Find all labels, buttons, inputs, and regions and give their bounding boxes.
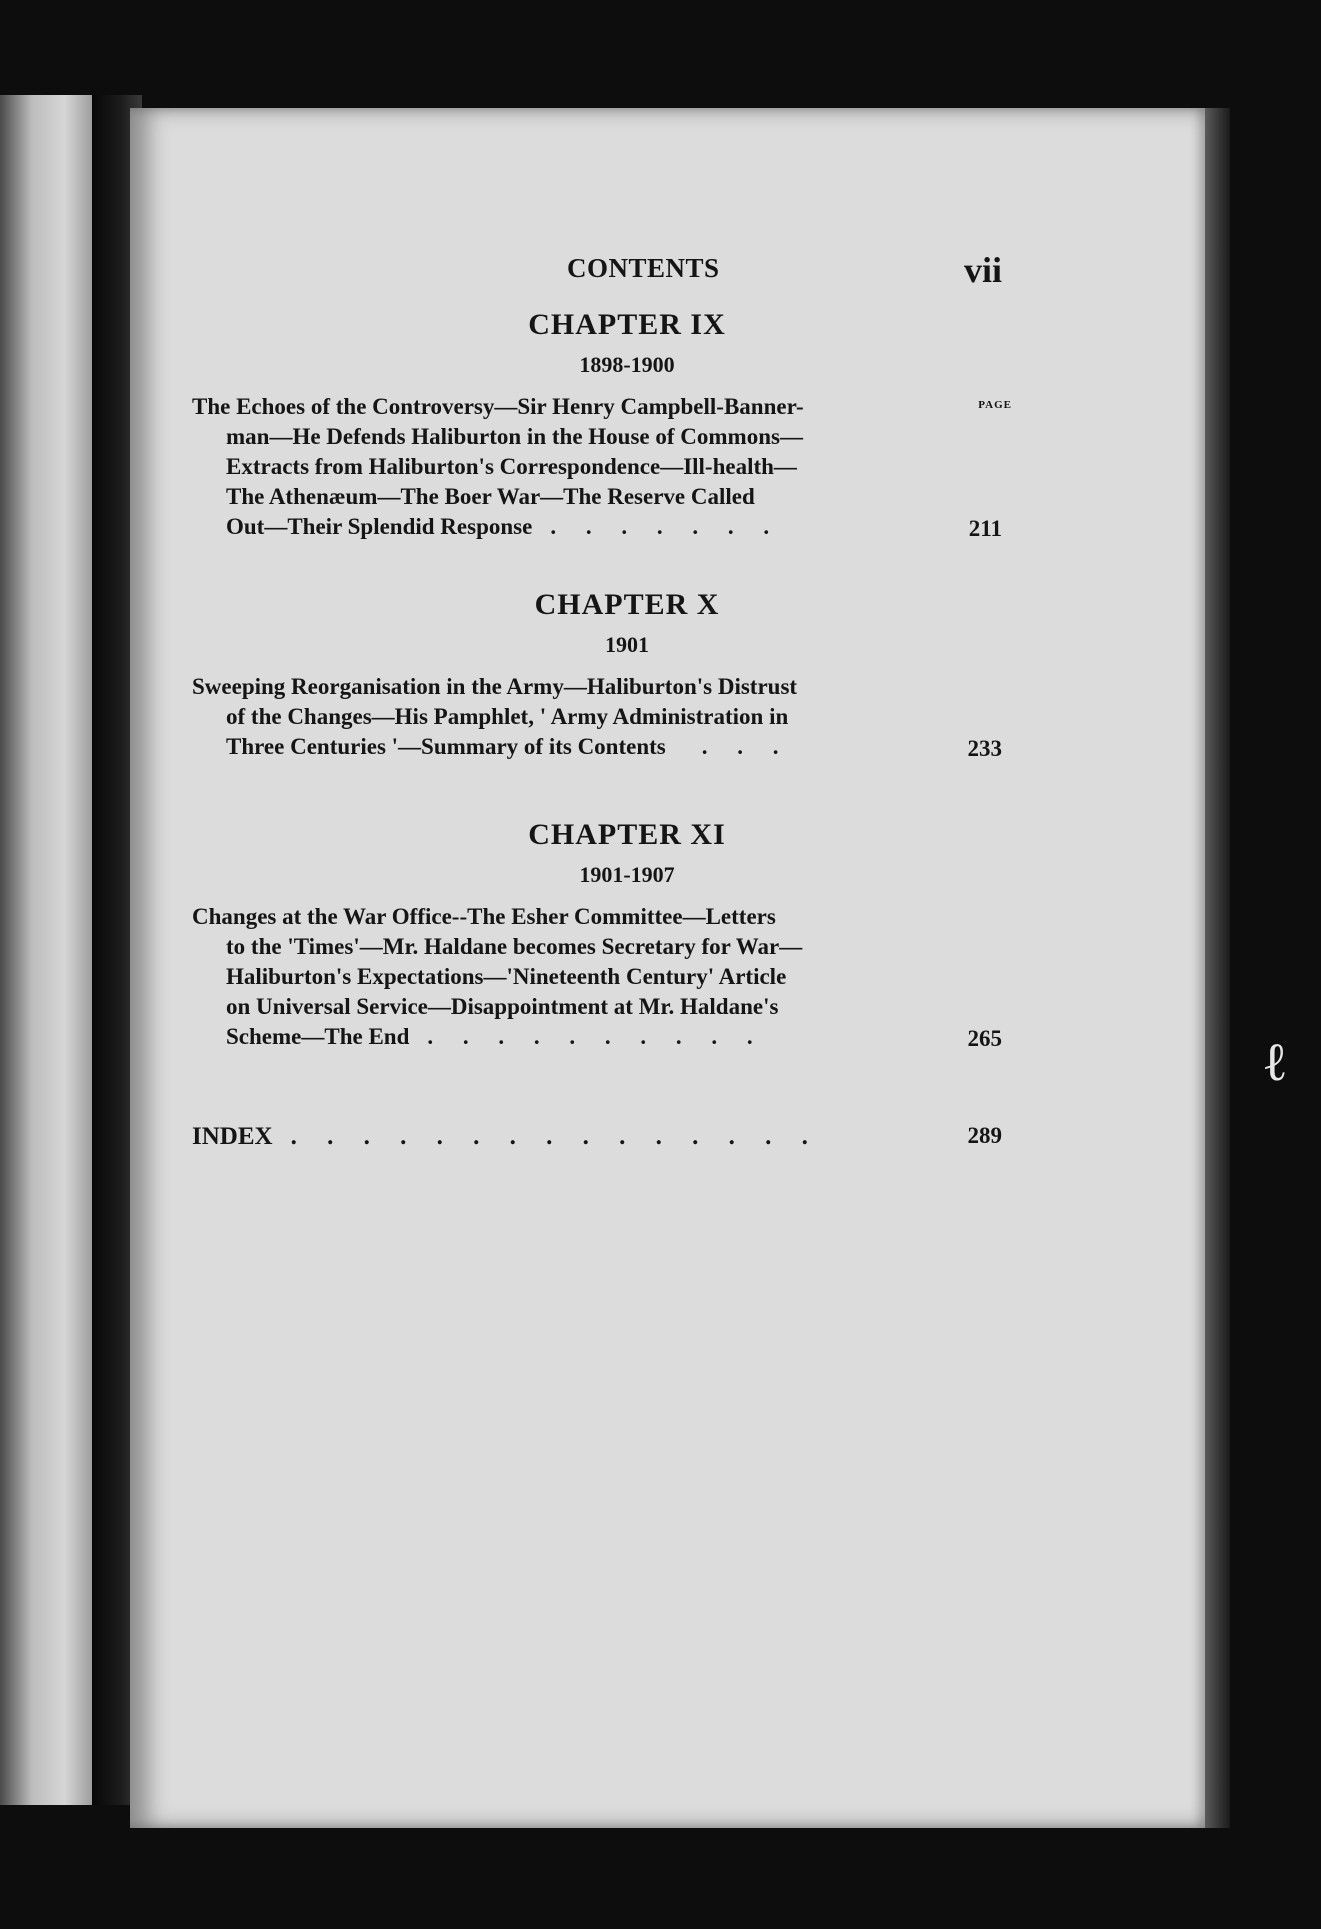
dot-leader: . . . bbox=[701, 734, 791, 759]
dot-leader: . . . . . . . . . . . . . . . bbox=[290, 1123, 820, 1150]
chapter-page-number: 233 bbox=[967, 736, 1002, 761]
chapter-years: 1901-1907 bbox=[579, 862, 675, 887]
chapter-years: 1901 bbox=[605, 632, 649, 657]
chapter-summary bbox=[192, 392, 1022, 542]
summary-line: on Universal Service—Disappointment at Mr. Haldane's bbox=[226, 994, 779, 1019]
chapter-title: CHAPTER IX bbox=[528, 308, 726, 341]
page-edge-shadow bbox=[1205, 108, 1230, 1828]
chapter-years: 1898-1900 bbox=[579, 352, 675, 377]
summary-line: of the Changes—His Pamphlet, ' Army Administration in bbox=[226, 704, 789, 729]
dot-leader: . . . . . . . . . . bbox=[427, 1024, 765, 1049]
index-entry bbox=[192, 1123, 1022, 1151]
index-page-number: 289 bbox=[967, 1123, 1002, 1148]
chapter-page-number: 265 bbox=[967, 1026, 1002, 1051]
chapter-summary bbox=[192, 902, 1022, 1052]
summary-line-text: Three Centuries '—Summary of its Contents bbox=[226, 734, 666, 759]
page-number: vii bbox=[963, 250, 1002, 290]
summary-line bbox=[192, 512, 1022, 542]
summary-line-text: Out—Their Splendid Response bbox=[226, 514, 533, 539]
chapter-page-number: 211 bbox=[968, 516, 1002, 541]
page-column-label: PAGE bbox=[978, 399, 1012, 411]
chapter-entry bbox=[192, 308, 1022, 542]
summary-line: Changes at the War Office--The Esher Committee—Letters bbox=[192, 904, 776, 929]
margin-pencil-mark: ℓ bbox=[1262, 1030, 1288, 1093]
chapter-entry bbox=[192, 588, 1022, 762]
running-header bbox=[192, 243, 1022, 293]
summary-line: Sweeping Reorganisation in the Army—Haliburton's Distrust bbox=[192, 674, 798, 699]
summary-line: The Echoes of the Controversy—Sir Henry Campbell-Banner- bbox=[192, 394, 804, 419]
summary-line: The Athenæum—The Boer War—The Reserve Called bbox=[226, 484, 755, 509]
summary-line: man—He Defends Haliburton in the House of Commons— bbox=[226, 424, 803, 449]
summary-line: to the 'Times'—Mr. Haldane becomes Secretary for War— bbox=[226, 934, 803, 959]
adjacent-page-edge bbox=[0, 95, 92, 1805]
dot-leader: . . . . . . . bbox=[550, 514, 782, 539]
contents-page bbox=[130, 108, 1205, 1828]
chapter-entry bbox=[192, 818, 1022, 1052]
summary-line bbox=[192, 1022, 1022, 1052]
summary-line-text: Scheme—The End bbox=[226, 1024, 410, 1049]
chapter-title: CHAPTER XI bbox=[528, 818, 726, 851]
chapter-summary bbox=[192, 672, 1022, 762]
summary-line bbox=[192, 732, 1022, 762]
chapter-title: CHAPTER X bbox=[534, 588, 720, 621]
summary-line: Extracts from Haliburton's Correspondence—Ill-health— bbox=[226, 454, 797, 479]
summary-line: Haliburton's Expectations—'Nineteenth Century' Article bbox=[226, 964, 787, 989]
index-label: INDEX bbox=[192, 1123, 273, 1150]
page-title: CONTENTS bbox=[567, 253, 720, 283]
